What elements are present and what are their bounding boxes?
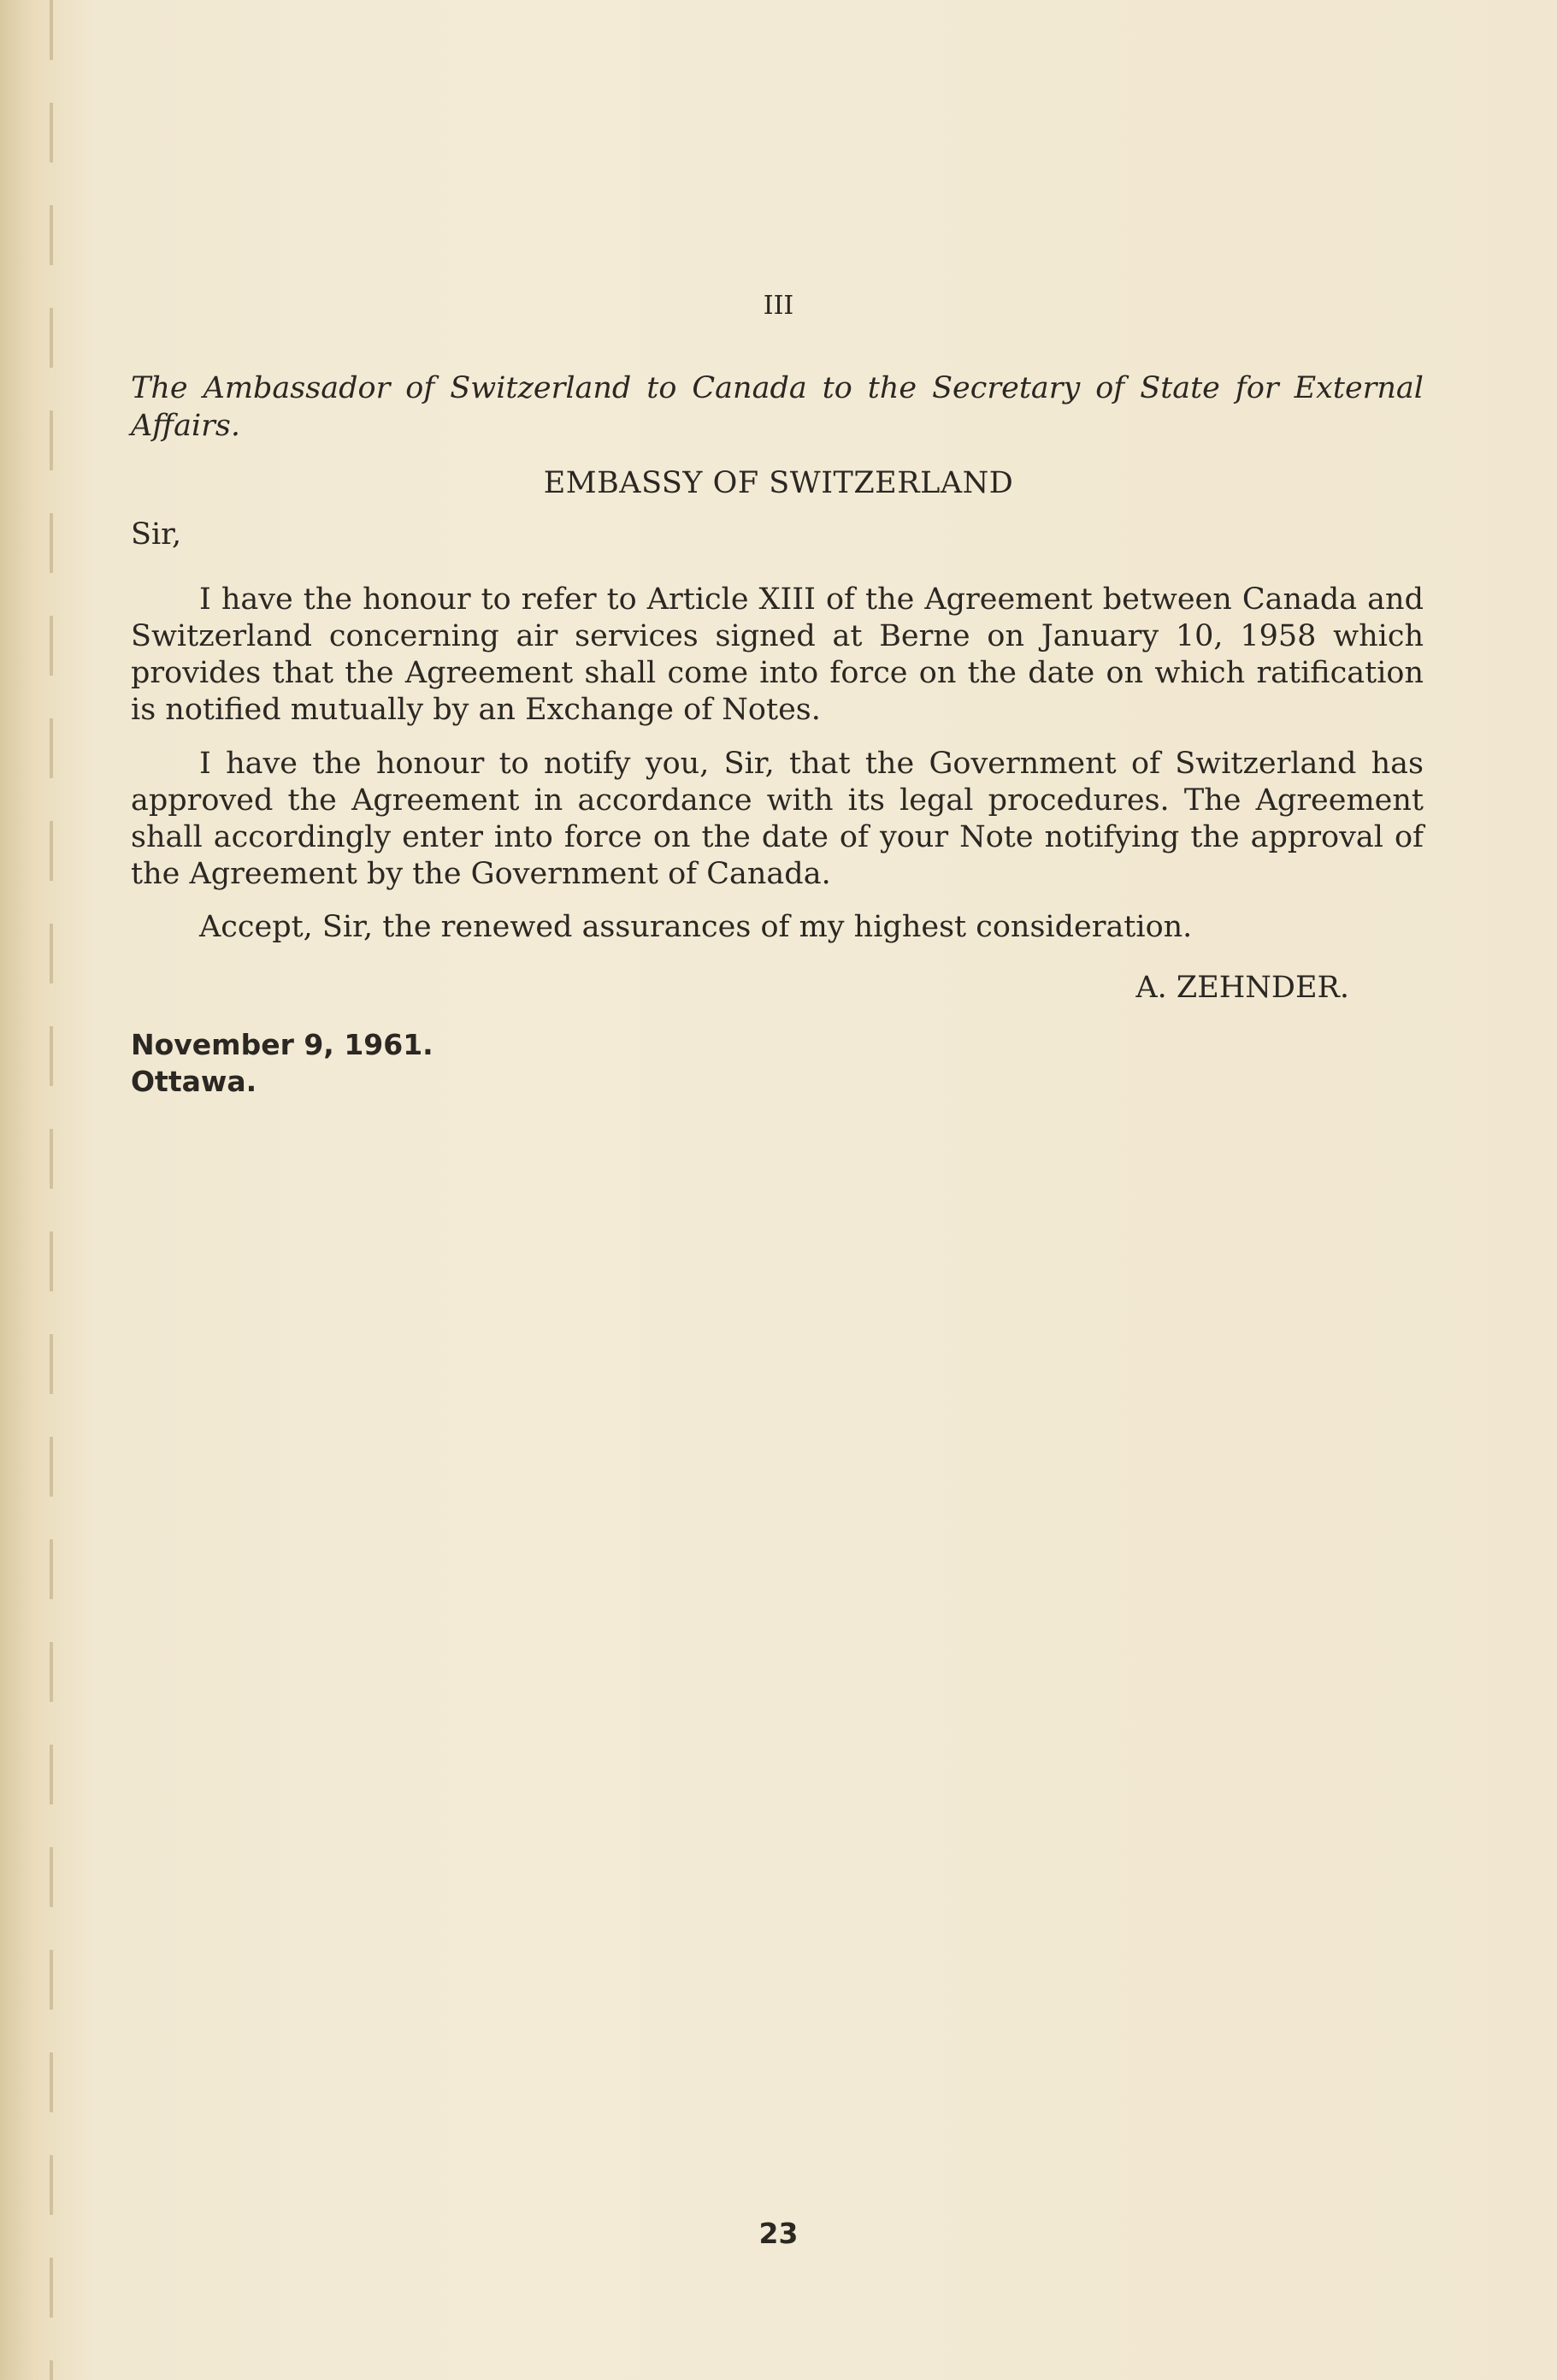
page-number: 23 bbox=[758, 2217, 799, 2250]
signature: A. ZEHNDER. bbox=[1135, 971, 1349, 1005]
section-numeral: III bbox=[763, 291, 794, 321]
paragraph-1: I have the honour to refer to Article XIII of the Agreement between Canada and Switzerland concerning air services signed at Berne on January 10, 1958 which provides that the Agreement shall come into force on the date on which ratification is notified mutually by an Exchange of Notes. bbox=[131, 582, 1424, 727]
paragraph-2: I have the honour to notify you, Sir, that the Government of Switzerland has approved the Agreement in accordance with its legal procedures. The Agreement shall accordingly enter into force on the date of your Note notifying the approval of the Agreement by the Government of Canada. bbox=[131, 747, 1424, 891]
salutation: Sir, bbox=[131, 517, 182, 552]
letter-date: November 9, 1961. bbox=[131, 1028, 433, 1061]
embassy-heading: EMBASSY OF SWITZERLAND bbox=[543, 466, 1014, 500]
binding-edge bbox=[50, 0, 53, 2380]
address-line: The Ambassador of Switzerland to Canada to the Secretary of State for External Affairs. bbox=[131, 371, 1424, 443]
letter-place: Ottawa. bbox=[131, 1065, 257, 1098]
paragraph-3: Accept, Sir, the renewed assurances of my highest consideration. bbox=[199, 910, 1193, 944]
date-place-block bbox=[131, 1026, 433, 1100]
